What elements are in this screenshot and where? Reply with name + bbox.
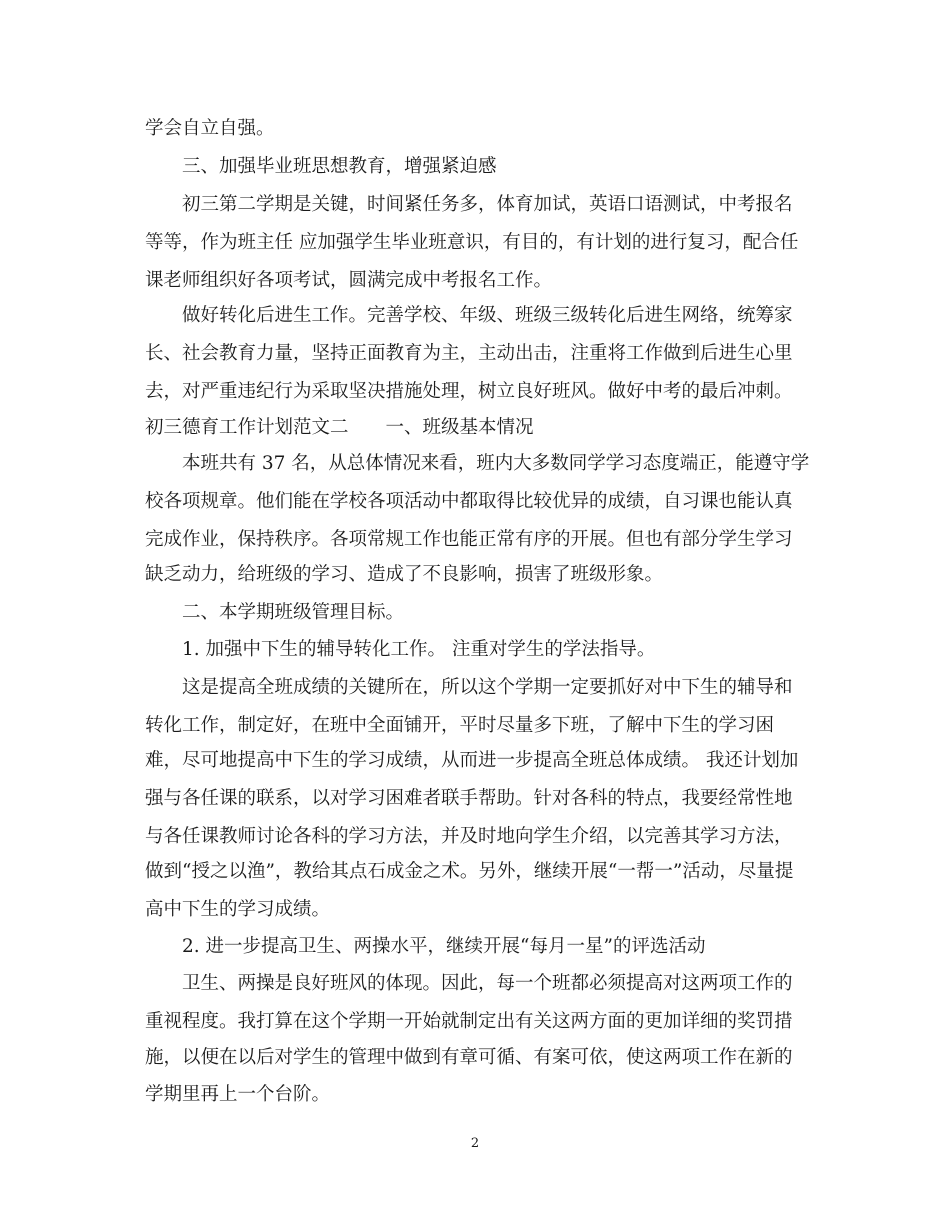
- text-line: 完成作业，保持秩序。各项常规工作也能正常有序的开展。但也有部分学生学习: [145, 529, 793, 550]
- text-line: 与各任课教师讨论各科的学习方法，并及时地向学生介绍，以完善其学习方法，: [145, 826, 793, 847]
- text-line: 做好转化后进生工作。完善学校、年级、班级三级转化后进生网络，统筹家: [182, 305, 793, 326]
- text-line: 重视程度。我打算在这个学期一开始就制定出有关这两方面的更加详细的奖罚措: [145, 1011, 793, 1032]
- text-line: 施，以便在以后对学生的管理中做到有章可循、有案可依，使这两项工作在新的: [145, 1047, 793, 1068]
- text-line: 长、社会教育力量，坚持正面教育为主，主动出击，注重将工作做到后进生心里: [145, 343, 793, 364]
- text-line: 学会自立自强。: [145, 118, 275, 139]
- text-line: 这是提高全班成绩的关键所在，所以这个学期一定要抓好对中下生的辅导和: [182, 677, 793, 698]
- text-line: 缺乏动力，给班级的学习、造成了不良影响，损害了班级形象。: [145, 564, 664, 585]
- text-line: 难，尽可地提高中下生的学习成绩，从而进一步提高全班总体成绩。 我还计划加: [145, 750, 799, 771]
- section-heading: 三、加强毕业班思想教育，增强紧迫感: [182, 156, 497, 177]
- subsection-heading: 1. 加强中下生的辅导转化工作。 注重对学生的学法指导。: [182, 639, 656, 660]
- subsection-heading: 2. 进一步提高卫生、两操水平，继续开展“每月一星”的评选活动: [182, 936, 706, 957]
- text-line: 校各项规章。他们能在学校各项活动中都取得比较优异的成绩，自习课也能认真: [145, 491, 793, 512]
- text-line: 卫生、两操是良好班风的体现。因此，每一个班都必须提高对这两项工作的: [182, 973, 793, 994]
- page-number: 2: [470, 1136, 480, 1151]
- text-line: 本班共有 37 名，从总体情况来看，班内大多数同学学习态度端正，能遵守学: [182, 453, 810, 474]
- text-line: 高中下生的学习成绩。: [145, 899, 331, 920]
- section-heading: 初三德育工作计划范文二 一、班级基本情况: [145, 417, 534, 438]
- text-line: 等等，作为班主任 应加强学生毕业班意识，有目的，有计划的进行复习，配合任: [145, 232, 799, 253]
- text-line: 做到“授之以渔”，教给其点石成金之术。另外，继续开展“一帮一”活动，尽量提: [145, 861, 794, 882]
- text-line: 去，对严重违纪行为采取坚决措施处理，树立良好班风。做好中考的最后冲刺。: [145, 381, 793, 402]
- text-line: 转化工作，制定好，在班中全面铺开，平时尽量多下班，了解中下生的学习困: [145, 715, 775, 736]
- text-line: 学期里再上一个台阶。: [145, 1084, 331, 1105]
- section-heading: 二、本学期班级管理目标。: [182, 602, 405, 623]
- text-line: 初三第二学期是关键，时间紧任务多，体育加试，英语口语测试，中考报名: [182, 194, 793, 215]
- text-line: 课老师组织好各项考试，圆满完成中考报名工作。: [145, 270, 553, 291]
- text-line: 强与各任课的联系，以对学习困难者联手帮助。针对各科的特点，我要经常性地: [145, 788, 793, 809]
